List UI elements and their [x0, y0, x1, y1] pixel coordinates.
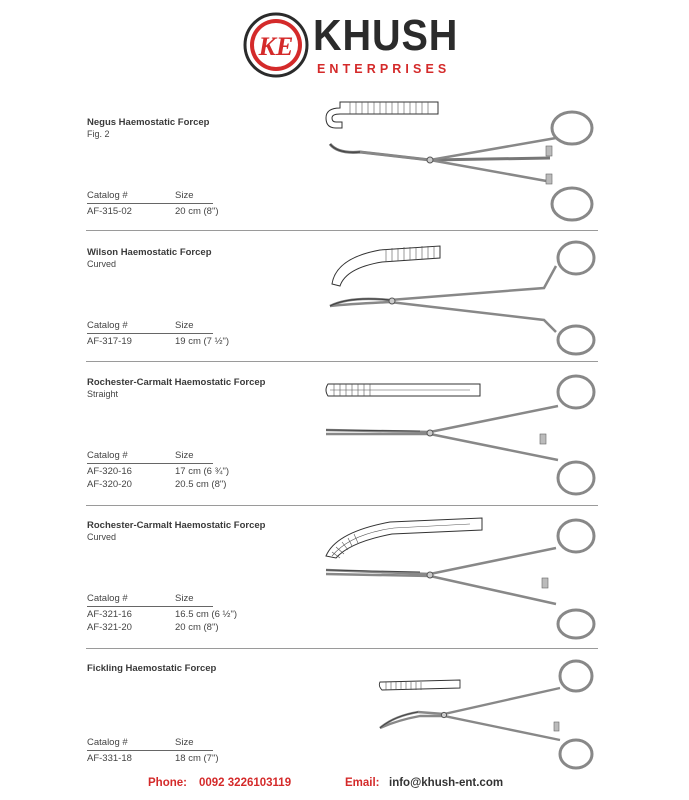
- catalog-number: AF-331-18: [87, 753, 132, 764]
- product-subtitle: Curved: [87, 532, 117, 542]
- negus-forcep-illustration: [320, 96, 600, 226]
- forcep-drawing-icon: [320, 236, 600, 356]
- section-divider: [86, 361, 598, 362]
- product-subtitle: Fig. 2: [87, 129, 110, 139]
- size-value: 20 cm (8"): [175, 622, 219, 633]
- product-subtitle: Straight: [87, 389, 119, 399]
- product-title: Rochester-Carmalt Haemostatic Forcep: [87, 520, 266, 531]
- fickling-forcep-illustration: [374, 656, 600, 772]
- catalog-header: [87, 593, 213, 607]
- catalog-header: [87, 737, 213, 751]
- size-value: 20.5 cm (8"): [175, 479, 227, 490]
- rochester-carmalt-curved-illustration: [320, 512, 600, 642]
- size-value: 19 cm (7 ½"): [175, 336, 230, 347]
- size-value: 16.5 cm (6 ½"): [175, 609, 237, 620]
- forcep-drawing-icon: [374, 656, 600, 772]
- catalog-number: AF-317-19: [87, 336, 132, 347]
- catalog-number: AF-315-02: [87, 206, 132, 217]
- catalog-number: AF-320-20: [87, 479, 132, 490]
- product-title: Wilson Haemostatic Forcep: [87, 247, 212, 258]
- section-divider: [86, 505, 598, 506]
- catalog-col-header: Catalog #: [87, 320, 128, 331]
- size-value: 20 cm (8"): [175, 206, 219, 217]
- contact-footer: [0, 776, 689, 790]
- catalog-header: [87, 450, 213, 464]
- section-divider: [86, 648, 598, 649]
- forcep-drawing-icon: [320, 372, 600, 498]
- catalog-col-header: Catalog #: [87, 190, 128, 201]
- size-col-header: Size: [175, 190, 194, 201]
- product-title: Negus Haemostatic Forcep: [87, 117, 210, 128]
- catalog-number: AF-321-16: [87, 609, 132, 620]
- size-col-header: Size: [175, 593, 194, 604]
- catalog-col-header: Catalog #: [87, 737, 128, 748]
- catalog-col-header: Catalog #: [87, 450, 128, 461]
- product-title: Rochester-Carmalt Haemostatic Forcep: [87, 377, 266, 388]
- product-title: Fickling Haemostatic Forcep: [87, 663, 217, 674]
- phone-label: Phone:: [148, 777, 187, 789]
- forcep-drawing-icon: [320, 96, 600, 226]
- badge-letters: KE: [258, 32, 294, 61]
- ke-badge-icon: [243, 12, 309, 78]
- brand-name: KHUSH: [313, 11, 459, 60]
- catalog-number: AF-321-20: [87, 622, 132, 633]
- size-value: 17 cm (6 ¾"): [175, 466, 230, 477]
- brand-tagline: ENTERPRISES: [317, 62, 451, 76]
- product-subtitle: Curved: [87, 259, 117, 269]
- email-label: Email:: [345, 777, 380, 789]
- catalog-header: [87, 190, 213, 204]
- catalog-col-header: Catalog #: [87, 593, 128, 604]
- email-address[interactable]: info@khush-ent.com: [389, 777, 504, 789]
- section-divider: [86, 230, 598, 231]
- wilson-forcep-illustration: [320, 236, 600, 356]
- rochester-carmalt-straight-illustration: [320, 372, 600, 498]
- size-col-header: Size: [175, 320, 194, 331]
- size-value: 18 cm (7"): [175, 753, 219, 764]
- catalog-header: [87, 320, 213, 334]
- company-logo: [243, 10, 459, 80]
- catalog-number: AF-320-16: [87, 466, 132, 477]
- forcep-drawing-icon: [320, 512, 600, 642]
- phone-number[interactable]: 0092 3226103119: [199, 777, 292, 789]
- size-col-header: Size: [175, 450, 194, 461]
- size-col-header: Size: [175, 737, 194, 748]
